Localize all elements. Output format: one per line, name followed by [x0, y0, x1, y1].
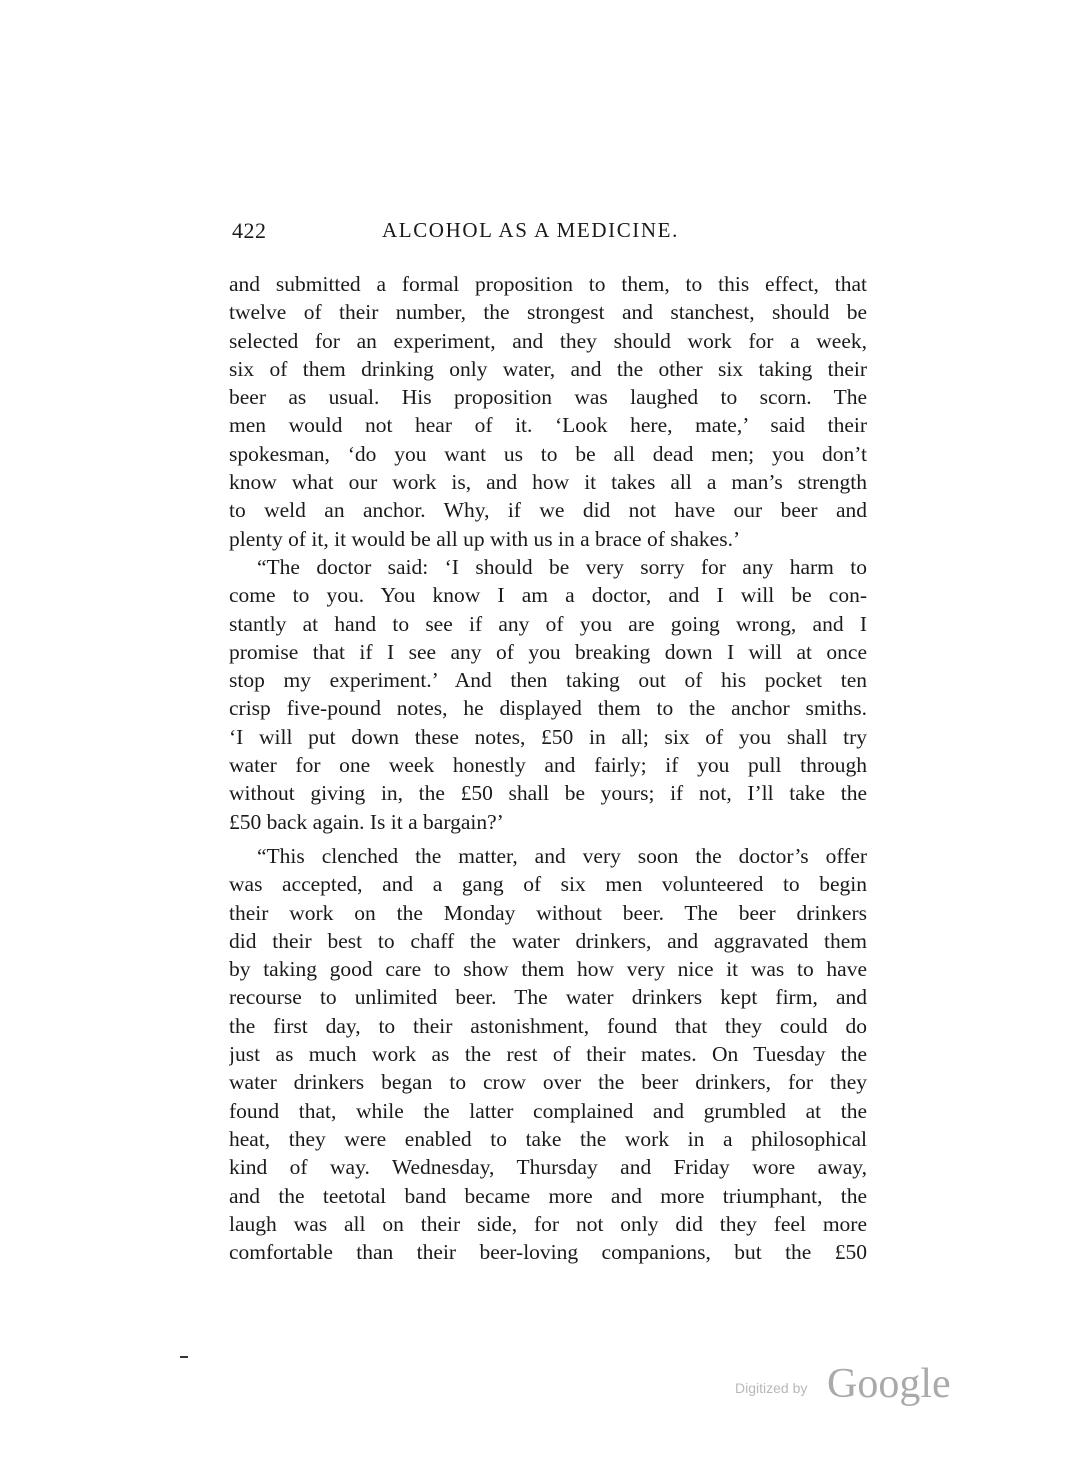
- watermark-label: Digitized by: [735, 1380, 808, 1396]
- text-line: water for one week honestly and fairly; if you pull through: [229, 753, 867, 778]
- text-line: £50 back again. Is it a bargain?’: [229, 809, 504, 834]
- text-line: ‘I will put down these notes, £50 in all; six of you shall try: [229, 724, 867, 749]
- text-line: was accepted, and a gang of six men volunteered to begin: [229, 872, 867, 897]
- running-head: ALCOHOL AS A MEDICINE.: [382, 218, 679, 242]
- text-line: come to you. You know I am a doctor, and I will be con-: [229, 583, 867, 608]
- text-line: found that, while the latter complained and grumbled at the: [229, 1098, 867, 1123]
- page-number: 422: [232, 218, 267, 243]
- text-line: beer as usual. His proposition was laughed to scorn. The: [229, 385, 867, 410]
- text-line: “This clenched the matter, and very soon the doctor’s offer: [257, 843, 867, 868]
- text-line: water drinkers began to crow over the beer drinkers, for they: [229, 1070, 867, 1095]
- text-line: and submitted a formal proposition to them, to this effect, that: [229, 272, 867, 296]
- text-line: promise that if I see any of you breaking down I will at once: [229, 639, 867, 664]
- text-line: laugh was all on their side, for not only did they feel more: [229, 1211, 867, 1236]
- text-line: kind of way. Wednesday, Thursday and Friday wore away,: [229, 1155, 867, 1180]
- text-line: their work on the Monday without beer. The beer drinkers: [229, 900, 867, 925]
- stray-print-mark: [180, 1356, 188, 1358]
- text-line: recourse to unlimited beer. The water drinkers kept firm, and: [229, 985, 867, 1010]
- text-line: without giving in, the £50 shall be yours; if not, I’ll take the: [229, 781, 867, 806]
- text-line: heat, they were enabled to take the work in a philosophical: [229, 1126, 867, 1151]
- text-line: plenty of it, it would be all up with us in a brace of shakes.’: [229, 526, 741, 551]
- text-line: stantly at hand to see if any of you are going wrong, and I: [229, 611, 867, 636]
- text-line: crisp five-pound notes, he displayed them to the anchor smiths.: [229, 696, 867, 721]
- text-line: did their best to chaff the water drinkers, and aggravated them: [229, 928, 867, 953]
- text-line: by taking good care to show them how very nice it was to have: [229, 957, 867, 982]
- text-line: six of them drinking only water, and the other six taking their: [229, 356, 867, 381]
- digitization-watermark: [735, 1360, 995, 1410]
- text-line: selected for an experiment, and they should work for a week,: [229, 328, 867, 353]
- text-line: twelve of their number, the strongest and stanchest, should be: [229, 300, 867, 325]
- text-line: men would not hear of it. ‘Look here, mate,’ said their: [229, 413, 867, 438]
- text-line: know what our work is, and how it takes all a man’s strength: [229, 470, 867, 495]
- text-line: “The doctor said: ‘I should be very sorry for any harm to: [257, 554, 867, 579]
- text-line: just as much work as the rest of their mates. On Tuesday the: [229, 1042, 867, 1067]
- text-line: stop my experiment.’ And then taking out of his pocket ten: [229, 668, 867, 693]
- text-line: comfortable than their beer-loving companions, but the £50: [229, 1240, 867, 1265]
- text-line: to weld an anchor. Why, if we did not have our beer and: [229, 498, 867, 523]
- watermark-logo: Google: [827, 1361, 951, 1407]
- text-line: spokesman, ‘do you want us to be all dead men; you don’t: [229, 441, 867, 466]
- text-line: and the teetotal band became more and more triumphant, the: [229, 1183, 867, 1208]
- page-header: [232, 218, 868, 248]
- page-body: [229, 270, 867, 1266]
- text-line: the first day, to their astonishment, found that they could do: [229, 1013, 867, 1038]
